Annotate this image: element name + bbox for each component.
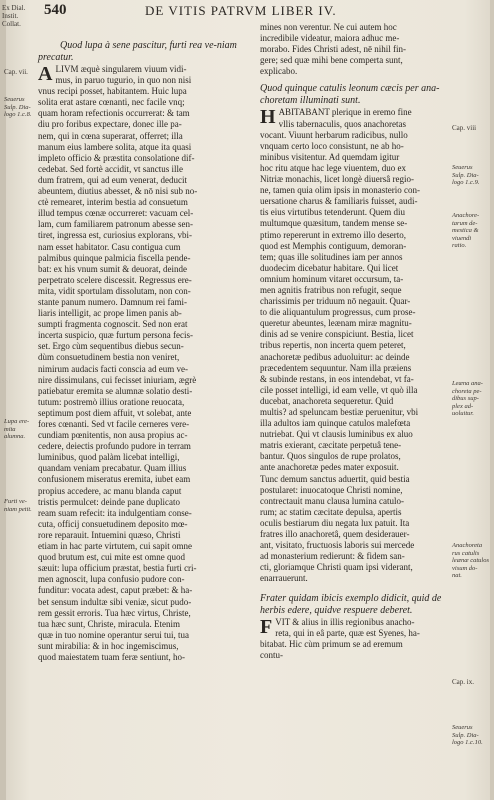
page-left-edge	[0, 0, 6, 800]
text-line: sunt mirabilia: & in hoc ingemiscimus,	[38, 640, 179, 651]
text-line: ne, tamen quia olim ipsis in monasterio con-	[260, 185, 420, 196]
chapter-ix-heading: Frater quidam ibicis exemplo didicit, quid de herbis edere, quidve respuere deberet.	[260, 592, 442, 616]
text-line: tiret, ingressa est, curiosius explorans, vbi-	[38, 230, 192, 241]
text-line: rum; ac statim cæcitate depulsa, apertis	[260, 506, 402, 517]
text-line: vnquam certo loco consistunt, ne ab ho-	[260, 140, 404, 151]
text-line: to die aliquantulum progressus, cum prose-	[260, 307, 416, 318]
text-line: ante anachoretæ pedes mater exposuit.	[260, 462, 399, 473]
text-line: cundiam pœnitentis, non ausa propius ac-	[38, 430, 188, 441]
running-head: DE VITIS PATRVM LIBER IV.	[145, 3, 337, 18]
text-line: rore reparauit. Intuemini quæso, Christi	[38, 529, 181, 540]
text-line: contu-	[260, 649, 283, 660]
text-line: sumpti fragmenta cognoscit. Sed non erat	[38, 319, 188, 330]
sidenote-lupa: Lupa ere- mita alumna.	[4, 418, 30, 440]
text-line: illa adultos iam quinque catulos malefœta	[260, 418, 411, 429]
text-line: ctè remearet, interim bestia ad consuetum	[38, 197, 188, 208]
text-line: vllis tabernaculis, quos anachoretas	[278, 118, 407, 129]
text-line: duodecim dicebatur habitare. Qui licet	[260, 262, 399, 273]
text-line: perpetrato scelere discessit. Regressus ere-	[38, 274, 192, 285]
text-line: etiam in hac parte virtutem, cui sapit omne	[38, 541, 192, 552]
chapter-ix-text	[260, 617, 446, 661]
text-line: manum eius lambere solita, atque ita quasi	[38, 141, 192, 152]
text-line: sæuit: lupa officium præstat, bestia furti cri-	[38, 563, 197, 574]
text-line: propius accedere, ac manu blanda caput	[38, 485, 182, 496]
text-line: illud tempus cœnæ occurreret: vacuam cel-	[38, 208, 194, 219]
text-line: gere; sed quæ mihi bene comperta sunt,	[260, 55, 403, 66]
text-line: bat: ex his vnum sumit & deuorat, deinde	[38, 263, 187, 274]
text-line: quæ in tuo nomine operantur serui tui, tua	[38, 629, 189, 640]
text-line: enarrauerunt.	[260, 573, 308, 584]
text-line: ad monasterium redierunt: & fidem san-	[260, 551, 405, 562]
text-line: luminibus, quod palàm licebat intelligi,	[38, 452, 180, 463]
chapter-label-viii: Cap. viii	[452, 124, 477, 132]
text-line: multumque quæsitum, tandem mense se-	[260, 218, 408, 229]
text-line: septimum post diem affuit, vt solebat, ante	[38, 407, 192, 418]
text-line: tis eius virtutibus tetenderunt. Quem diu	[260, 207, 405, 218]
sidenote-furti: Furti ve- niam petit.	[4, 498, 32, 513]
chapter-vii-heading: Quod lupa à sene pascitur, furti rea ve-niam precatur.	[38, 40, 237, 63]
sidenote-anachoretarum: Anachore- tarum de- mestica & viuendi ratio.	[452, 212, 480, 249]
drop-cap: A	[38, 63, 53, 85]
chapter-vii-text	[38, 64, 250, 663]
text-line: men agnoscit, lupa confusio pudore con-	[38, 574, 185, 585]
text-line: nem, qui in cœna superarat, offerret; illa	[38, 130, 183, 141]
text-line: contrectauit manu clausa lumina catulo-	[260, 495, 404, 506]
text-line: ABITABANT plerique in eremo fine	[278, 107, 412, 118]
text-line: VIT & alius in illis regionibus anacho-	[275, 616, 415, 627]
text-line: dum fratrem, qui ad eum venerat, deducit	[38, 174, 187, 185]
text-line: cuta, officij consuetudinem deposito mœ-	[38, 518, 188, 529]
text-line: uersatione charus & familiaris fuisset, audi-	[260, 196, 418, 207]
text-line: nire dissimulans, cui fecisset iniuriam, ægrè	[38, 374, 197, 385]
text-line: stante panum numero. Damnum rei fami-	[38, 296, 187, 307]
right-top-text	[260, 22, 446, 77]
text-line: reta, qui in eâ parte, quæ est Syenes, ha-	[275, 627, 420, 638]
text-line: fores cœnanti. Sed vt facile cerneres vere-	[38, 419, 190, 429]
text-line: vnus recipi posset, habitantem. Huic lupa	[38, 86, 187, 97]
sidenote-leaena: Leæna ana- choreta pe- dibus sup- plex ad- uoluitur.	[452, 380, 483, 417]
source-note-line: Collat.	[2, 20, 21, 28]
text-line: confusionem miseratus eremita, iubet eam	[38, 474, 191, 485]
text-line: incredibile videatur, maiora adhuc me-	[260, 33, 400, 44]
source-note-top	[2, 4, 40, 28]
text-line: cile posset intelligi, id eam velle, vt quò illa	[260, 384, 418, 395]
text-line: hoc ritu atque hac lege viuentem, duo ex	[260, 162, 406, 173]
text-line: matris exierant, cæcitate perpetuâ tene-	[260, 440, 402, 451]
source-note-line: Instit.	[2, 12, 19, 20]
text-line: mita, vidit sportulam dissolutam, non con-	[38, 285, 191, 296]
text-line: & subinde restans, in eos intendebat, vt fa-	[260, 373, 414, 384]
text-line: Tunc demum sanctus aduertit, quid bestia	[260, 473, 410, 484]
right-column	[260, 22, 446, 661]
text-line: ptimo repererunt in extremo illo deserto,	[260, 229, 406, 240]
text-line: mines non verentur. Ne cui autem hoc	[260, 22, 397, 32]
sidenote-severus-3: Seuerus Sulp. Dia- logo 1.c.10.	[452, 724, 483, 746]
text-line: postularet: inuocatoque Christi nomine,	[260, 484, 403, 495]
sidenote-severus-1: Seuerus Sulp. Dia- logo 1.c.8.	[4, 96, 32, 118]
text-line: nutriebat. Qui vt clausis luminibus ex aluo	[260, 429, 413, 440]
text-line: explicabo.	[260, 66, 298, 77]
text-line: fratres illo anachoretâ, quem desiderauer-	[260, 529, 410, 540]
text-line: abeuntem, diutius abesset, & nō nisi sub no-	[38, 186, 198, 197]
text-line: set. Ergo cùm sequentibus diebus secun-	[38, 341, 184, 352]
text-line: ant, visitato, fructuosis laboris sui mercede	[260, 540, 415, 551]
text-line: oculis bestiarum diu negata lux patuit. Ita	[260, 517, 410, 528]
left-column	[38, 40, 250, 663]
text-line: ducebat, anachoreta sequeretur. Quid	[260, 395, 394, 406]
text-line: Nitriæ monachis, licet longè diuersâ regio-	[260, 174, 414, 185]
text-line: tribus repertis, non incerta quem peteret,	[260, 340, 406, 351]
text-line: incerta suspicio, quæ furtum persona fecis-	[38, 330, 193, 341]
chapter-viii-text	[260, 107, 446, 584]
text-line: bet sensum indultæ sibi veniæ, sicut pudo-	[38, 596, 192, 607]
drop-cap: F	[260, 615, 273, 638]
chapter-label-ix: Cap. ix.	[452, 678, 474, 686]
text-line: mus, in paruo tugurio, in quo non nisi	[55, 75, 192, 86]
drop-cap: H	[260, 106, 276, 129]
text-line: quod est Memphis contiguum, demoran-	[260, 240, 407, 251]
source-note-line: Ex Dial.	[2, 4, 26, 12]
text-line: queretur abeuntes, leænam miræ magnitu-	[260, 318, 412, 329]
text-line: nimirum audacis facti conscia ad eum ve-	[38, 363, 188, 374]
text-line: minibus visitentur. Ad quemdam igitur	[260, 151, 400, 162]
text-line: diu pro foribus expectare, donec ille pa-	[38, 119, 182, 130]
text-line: præcedentem sequuntur. Nam illa præiens	[260, 362, 412, 373]
text-line: tem; quas ille solitudines iam per annos	[260, 251, 403, 262]
sidenote-anachoreta: Anachoreta rus catulis leænæ catulos visum do- nat.	[452, 542, 490, 579]
text-line: quandam veniam precabatur. Quam illius	[38, 463, 187, 474]
chapter-viii-heading: Quod quinque catulis leonum cæcis per ana-choretam illuminati sunt.	[260, 83, 440, 107]
text-line: tristis permulcet: deinde pane duplicato	[38, 496, 180, 507]
text-line: cti, gloriamque Christi quam ipsi viderant,	[260, 562, 413, 573]
text-line: vocant. Viuunt herbarum radicibus, nullo	[260, 129, 408, 140]
text-line: liaris intelligit, ac prope limen panis ab-	[38, 308, 182, 319]
page-number: 540	[44, 2, 67, 18]
text-line: cedere, deiectis profundo pudore in terram	[38, 441, 191, 452]
page-right-edge	[490, 0, 494, 800]
text-line: dùm consuetudinem bestia non veniret,	[38, 352, 180, 363]
text-line: LIVM æquè singularem viuum vidi-	[55, 64, 187, 74]
text-line: charissimis per triduum nō negauit. Quar-	[260, 296, 411, 307]
chapter-label-vii: Cap. vii.	[4, 68, 28, 76]
text-line: morabo. Fides Christi adest, nē nihil fin-	[260, 44, 406, 55]
sidenote-severus-2: Seuerus Sulp. Dia- logo 1.c.9.	[452, 164, 480, 186]
text-line: tutum: postremò illius oratione reuocata,	[38, 396, 185, 407]
text-line: funditur: vocata adest, caput præbet: & ha-	[38, 585, 193, 596]
text-line: men agnitis fratribus non refugit, seque	[260, 284, 402, 295]
text-line: quod brutum est, cui mite est omne quod	[38, 552, 185, 563]
text-line: patiebatur eremita se alumnæ solatio desti-	[38, 385, 193, 396]
text-line: impleto officio & præstita consolatione dif-	[38, 152, 195, 163]
text-line: tua hæc sunt, Christe, miracula. Etenim	[38, 618, 180, 629]
text-line: omnium hominum vitaret occursum, ta-	[260, 273, 404, 284]
text-line: lam, cum familiarem patronum abesse sen-	[38, 219, 193, 230]
text-line: solita erat astare cœnanti, nec facile vnq;	[38, 97, 185, 108]
text-line: quod maiestatem tuam feræ sentiunt, ho-	[38, 651, 185, 662]
text-line: ream suam refecit: ita indulgentiam conse-	[38, 507, 192, 518]
text-line: bantur. Quos singulos de rupe prolatos,	[260, 451, 401, 462]
text-line: rem gessit erroris. Tua hæc virtus, Christe,	[38, 607, 191, 618]
text-line: cedebat. Sed fortè accidit, vt sanctus ille	[38, 163, 183, 174]
text-line: quam horam refectionis occurrerat: & tam	[38, 108, 190, 119]
text-line: dinis ad se venire conspiciunt. Bestia, licet	[260, 329, 414, 340]
text-line: palmibus quinque palmicia fiscella pende-	[38, 252, 191, 263]
text-line: anachoretæ pedibus aduoluitur: ac deinde	[260, 351, 410, 362]
text-line: bitabat. Hic cùm primum se ad eremum	[260, 638, 403, 649]
text-line: nam esset habitator. Casu contigua cum	[38, 241, 181, 252]
text-line: multis? ad speluncam bestiæ peruenitur, vbi	[260, 407, 419, 417]
